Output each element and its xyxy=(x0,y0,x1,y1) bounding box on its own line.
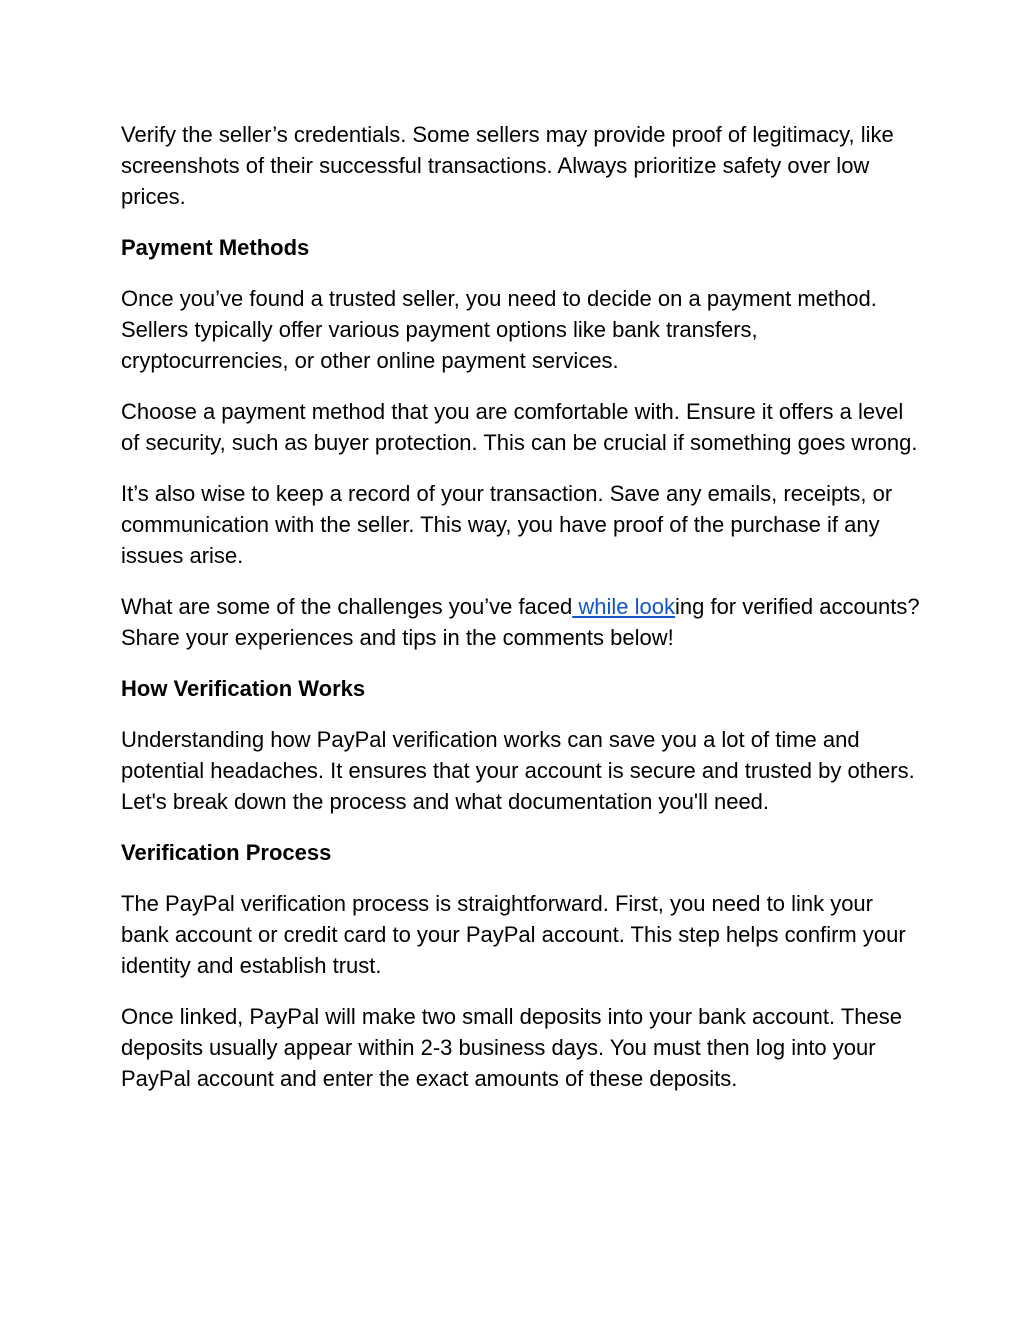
challenges-text-before: What are some of the challenges you’ve faced xyxy=(121,594,573,619)
paragraph-keep-record: It’s also wise to keep a record of your transaction. Save any emails, receipts, or communication with the seller. This way, you have proof of the purchase if any issues arise. xyxy=(121,481,893,568)
paragraph-challenges xyxy=(121,591,921,653)
paragraph-small-deposits: Once linked, PayPal will make two small deposits into your bank account. These deposits usually appear within 2-3 business days. You must then log into your PayPal account and enter the exact amounts of these deposits. xyxy=(121,1004,902,1091)
heading-how-verification-works: How Verification Works xyxy=(121,676,366,701)
heading-verification-process: Verification Process xyxy=(121,840,332,865)
paragraph-payment-options: Once you’ve found a trusted seller, you need to decide on a payment method. Sellers typically offer various payment options like bank transfers, cryptocurrencies, or other online payment services. xyxy=(121,286,877,373)
paragraph-link-bank: The PayPal verification process is straightforward. First, you need to link your bank account or credit card to your PayPal account. This step helps confirm your identity and establish trust. xyxy=(121,891,906,978)
paragraph-understanding-verification: Understanding how PayPal verification works can save you a lot of time and potential headaches. It ensures that your account is secure and trusted by others. Let's break down the process and what documentation you'll need. xyxy=(121,727,915,814)
inline-link[interactable]: while look xyxy=(572,594,675,619)
document-body xyxy=(121,119,921,1114)
paragraph-choose-method: Choose a payment method that you are comfortable with. Ensure it offers a level of security, such as buyer protection. This can be crucial if something goes wrong. xyxy=(121,399,918,455)
challenges-text-after: ing for verified accounts? Share your experiences and tips in the comments below! xyxy=(121,594,920,650)
paragraph-verify-credentials: Verify the seller’s credentials. Some sellers may provide proof of legitimacy, like screenshots of their successful transactions. Always prioritize safety over low prices. xyxy=(121,122,894,209)
heading-payment-methods: Payment Methods xyxy=(121,235,310,260)
